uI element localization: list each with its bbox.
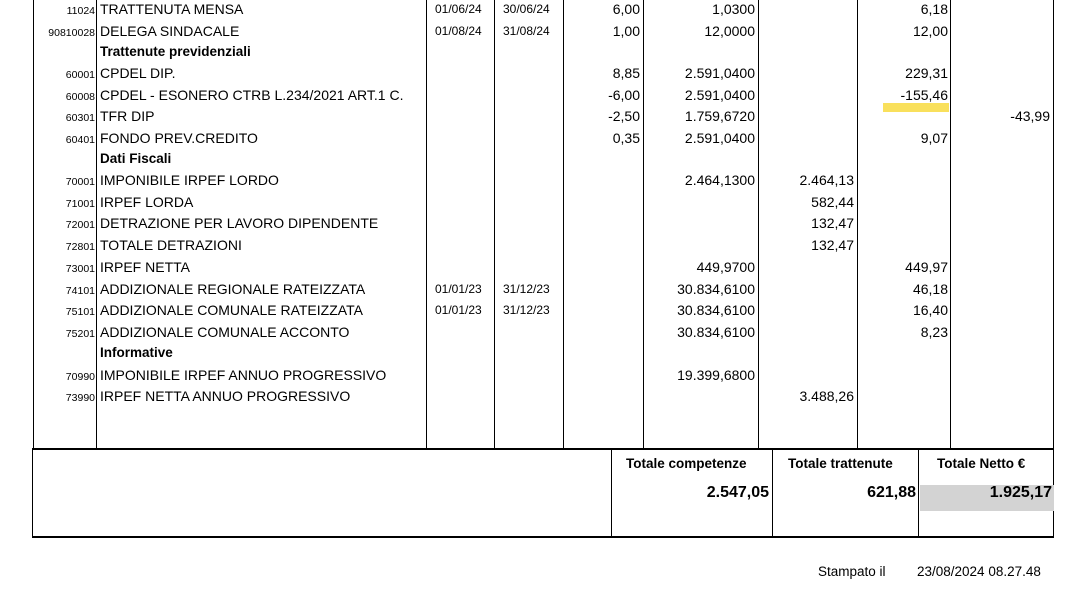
table-row xyxy=(0,387,1080,408)
cell-qty: 6,00 xyxy=(612,1,640,17)
cell-desc: ADDIZIONALE COMUNALE RATEIZZATA xyxy=(100,302,363,318)
table-row xyxy=(0,193,1080,214)
cell-code: 90810028 xyxy=(48,27,95,39)
cell-code: 74101 xyxy=(65,285,95,297)
table-row xyxy=(0,129,1080,150)
cell-tratt: 6,18 xyxy=(920,1,948,17)
cell-desc: ADDIZIONALE COMUNALE ACCONTO xyxy=(100,324,350,340)
cell-code: 72001 xyxy=(65,219,95,231)
cell-base: 12,0000 xyxy=(704,23,755,39)
cell-base: 30.834,6100 xyxy=(677,324,755,340)
cell-comp: 582,44 xyxy=(811,194,854,210)
cell-code: 72801 xyxy=(65,241,95,253)
cell-desc: DETRAZIONE PER LAVORO DIPENDENTE xyxy=(100,215,379,231)
cell-base: 1.759,6720 xyxy=(684,108,755,124)
section-header-row xyxy=(0,344,1080,365)
cell-base: 30.834,6100 xyxy=(677,281,755,297)
cell-qty: 1,00 xyxy=(612,23,640,39)
cell-comp: 3.488,26 xyxy=(799,388,854,404)
table-row xyxy=(0,86,1080,107)
cell-desc: IRPEF NETTA ANNUO PROGRESSIVO xyxy=(100,388,351,404)
cell-code: 75101 xyxy=(65,306,95,318)
cell-tratt: 9,07 xyxy=(920,130,948,146)
footer-divider-2 xyxy=(772,450,773,538)
cell-code: 60001 xyxy=(65,69,95,81)
table-row xyxy=(0,258,1080,279)
cell-comp: 2.464,13 xyxy=(799,172,854,188)
table-row xyxy=(0,64,1080,85)
cell-d2: 30/06/24 xyxy=(503,2,550,16)
table-row xyxy=(0,301,1080,322)
cell-desc: ADDIZIONALE REGIONALE RATEIZZATA xyxy=(100,281,366,297)
cell-tratt: 8,23 xyxy=(920,324,948,340)
cell-code: 60401 xyxy=(65,134,95,146)
cell-desc: Trattenute previdenziali xyxy=(100,44,251,59)
table-row xyxy=(0,171,1080,192)
table-row xyxy=(0,214,1080,235)
cell-qty: -6,00 xyxy=(608,87,640,103)
cell-desc: IRPEF LORDA xyxy=(100,194,194,210)
cell-base: 2.591,0400 xyxy=(684,130,755,146)
total-netto-value: 1.925,17 xyxy=(989,484,1052,501)
cell-code: 73001 xyxy=(65,263,95,275)
section-header-row xyxy=(0,150,1080,171)
cell-base: 2.591,0400 xyxy=(684,87,755,103)
cell-tratt: 12,00 xyxy=(912,23,948,39)
table-row xyxy=(0,366,1080,387)
cell-comp: 132,47 xyxy=(811,237,854,253)
table-row xyxy=(0,280,1080,301)
table-row xyxy=(0,107,1080,128)
cell-code: 75201 xyxy=(65,328,95,340)
cell-tratt: -155,46 xyxy=(900,87,948,103)
cell-qty: 0,35 xyxy=(612,130,640,146)
footer-divider-3 xyxy=(918,450,919,538)
total-competenze-value: 2.547,05 xyxy=(706,484,769,501)
total-trattenute-value: 621,88 xyxy=(867,484,916,501)
cell-base: 2.591,0400 xyxy=(684,65,755,81)
table-row xyxy=(0,22,1080,43)
section-header-row xyxy=(0,43,1080,64)
footer-divider-1 xyxy=(611,450,612,538)
cell-tratt: 229,31 xyxy=(905,65,948,81)
table-row xyxy=(0,323,1080,344)
cell-qty: -2,50 xyxy=(608,108,640,124)
cell-tratt: 46,18 xyxy=(912,281,948,297)
cell-code: 70001 xyxy=(65,176,95,188)
table-row xyxy=(0,0,1080,21)
cell-d1: 01/08/24 xyxy=(435,24,482,38)
cell-netto: -43,99 xyxy=(1010,108,1050,124)
cell-code: 60008 xyxy=(65,91,95,103)
cell-desc: IMPONIBILE IRPEF ANNUO PROGRESSIVO xyxy=(100,367,387,383)
cell-code: 11024 xyxy=(66,5,95,17)
total-netto-label: Totale Netto € xyxy=(937,456,1026,471)
cell-base: 19.399,6800 xyxy=(677,367,755,383)
cell-comp: 132,47 xyxy=(811,215,854,231)
printed-label: Stampato il xyxy=(818,564,886,579)
cell-desc: TOTALE DETRAZIONI xyxy=(100,237,242,253)
cell-desc: Informative xyxy=(100,345,173,360)
cell-tratt: 449,97 xyxy=(905,259,948,275)
cell-desc: IRPEF NETTA xyxy=(100,259,190,275)
cell-desc: DELEGA SINDACALE xyxy=(100,23,240,39)
cell-base: 2.464,1300 xyxy=(684,172,755,188)
cell-code: 60301 xyxy=(65,112,95,124)
cell-code: 70990 xyxy=(65,371,95,383)
cell-code: 71001 xyxy=(65,198,95,210)
cell-d1: 01/01/23 xyxy=(435,303,482,317)
cell-d2: 31/12/23 xyxy=(503,282,550,296)
cell-desc: CPDEL DIP. xyxy=(100,65,176,81)
cell-base: 449,9700 xyxy=(696,259,755,275)
cell-desc: TFR DIP xyxy=(100,108,155,124)
cell-d2: 31/08/24 xyxy=(503,24,550,38)
total-competenze-label: Totale competenze xyxy=(626,456,747,471)
cell-d1: 01/06/24 xyxy=(435,2,482,16)
cell-qty: 8,85 xyxy=(612,65,640,81)
cell-desc: TRATTENUTA MENSA xyxy=(100,1,244,17)
cell-d2: 31/12/23 xyxy=(503,303,550,317)
cell-desc: CPDEL - ESONERO CTRB L.234/2021 ART.1 C. xyxy=(100,87,404,103)
cell-tratt: 16,40 xyxy=(912,302,948,318)
cell-code: 73990 xyxy=(65,392,95,404)
table-row xyxy=(0,236,1080,257)
total-trattenute-label: Totale trattenute xyxy=(788,456,893,471)
cell-desc: FONDO PREV.CREDITO xyxy=(100,130,258,146)
cell-base: 30.834,6100 xyxy=(677,302,755,318)
printed-datetime: 23/08/2024 08.27.48 xyxy=(917,564,1041,579)
cell-d1: 01/01/23 xyxy=(435,282,482,296)
cell-base: 1,0300 xyxy=(712,1,755,17)
cell-desc: IMPONIBILE IRPEF LORDO xyxy=(100,172,279,188)
cell-desc: Dati Fiscali xyxy=(100,151,172,166)
